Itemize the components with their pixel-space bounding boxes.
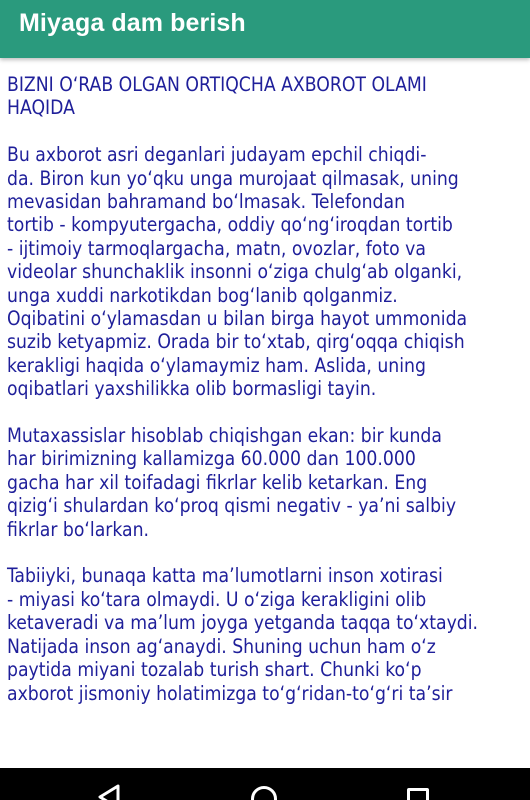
article-paragraph-2: Mutaxassislar hisoblab chiqishgan ekan: bir kunda har birimizning kallamizga 60.000 dan 100.000 gacha har xil toifadagi fikrlar kelib ketarkan. Eng qizig‘i shulardan ko‘proq qismi negativ - ya’ni salbiy fikrlar bo‘larkan. bbox=[7, 424, 457, 541]
system-navigation-bar bbox=[0, 768, 530, 800]
app-toolbar bbox=[0, 0, 530, 58]
article-paragraph-1: Bu axborot asri deganlari judayam epchil chiqdi- da. Biron kun yo‘qku unga murojaat qilmasak, uning mevasidan bahramand bo‘lmasak. Telefondan tortib - kompyutergacha, oddiy qo‘ng‘iroqdan tortib - ijtimoiy tarmoqlargacha, matn, ovozlar, foto va videolar shunchaklik insonni o‘ziga chulg‘ab olganki, unga xuddi narkotikdan bog‘lanib qolganmiz. Oqibatini o‘ylamasdan u bilan birga hayot ummonida suzib ketyapmiz. Orada bir to‘xtab, qirg‘oqqa chiqish kerakligi haqida o‘ylamaymiz ham. Aslida, uning oqibatlari yaxshilikka olib bormasligi tayin. bbox=[7, 143, 468, 401]
article-paragraph-3: Tabiiyki, bunaqa katta ma’lumotlarni inson xotirasi - miyasi ko‘tara olmaydi. U o‘ziga kerakligini olib ketaveradi va ma’lum joyga yetganda taqqa to‘xtaydi. Natijada inson ag‘anaydi. Shuning uchun ham o‘z paytida miyani tozalab turish shart. Chunki ko‘p axborot jismoniy holatimizga to‘g‘ridan-to‘g‘ri ta’sir bbox=[7, 564, 479, 705]
back-icon[interactable] bbox=[96, 784, 122, 800]
article-content[interactable] bbox=[7, 73, 527, 728]
home-icon[interactable] bbox=[251, 786, 277, 800]
toolbar-title: Miyaga dam berish bbox=[19, 9, 246, 37]
article-heading: BIZNI O‘RAB OLGAN ORTIQCHA AXBOROT OLAMI HAQIDA bbox=[7, 73, 427, 120]
recents-icon[interactable] bbox=[407, 788, 429, 800]
